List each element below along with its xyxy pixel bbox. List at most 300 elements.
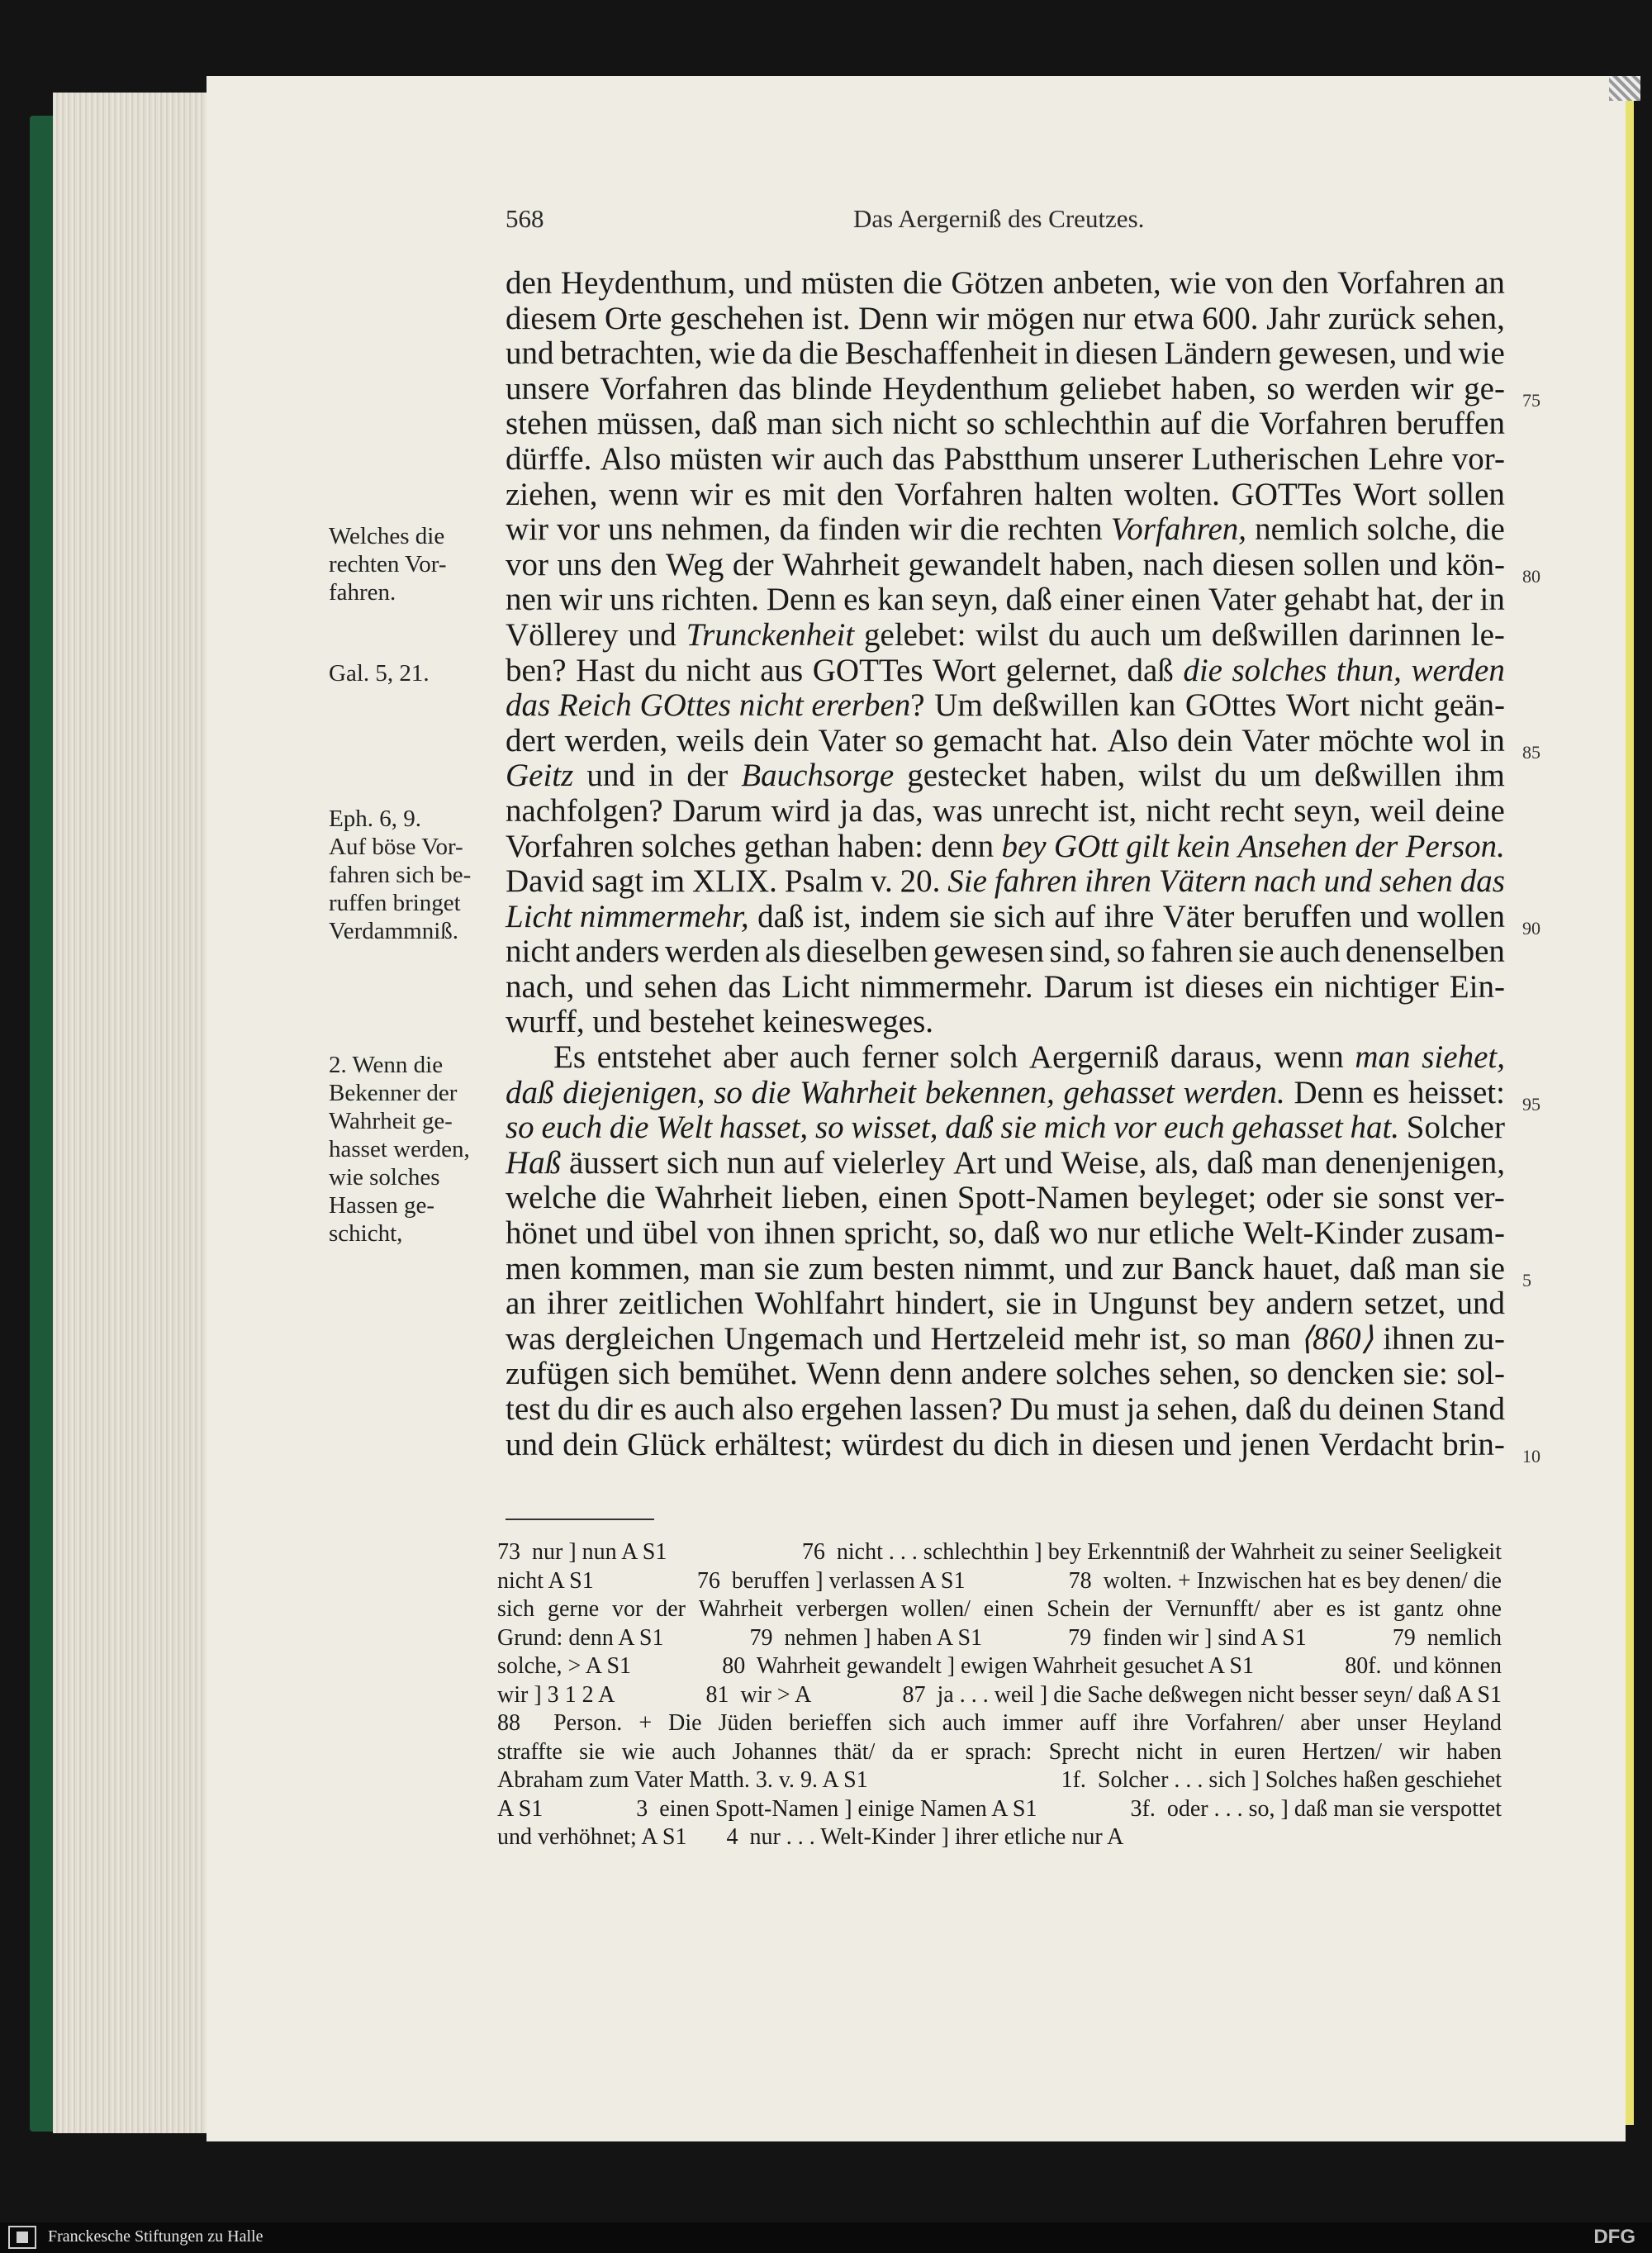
word: sie xyxy=(949,898,985,934)
word: diesen xyxy=(1212,546,1295,582)
word: gelernet, xyxy=(1005,652,1118,688)
word: Pabstthum xyxy=(943,440,1080,477)
word: Trunckenheit xyxy=(686,616,855,653)
word: es xyxy=(1372,1074,1400,1110)
word: sehen, xyxy=(1156,1391,1238,1427)
footnote-word: Sprecht xyxy=(1048,1738,1120,1765)
word: diesem xyxy=(506,300,597,336)
word: die xyxy=(799,335,838,372)
word: einen xyxy=(1131,582,1201,618)
word: den xyxy=(610,546,657,582)
footnote-line xyxy=(497,1738,1502,1767)
word: nimmermehr. xyxy=(860,968,1033,1005)
word: Psalm xyxy=(784,863,864,900)
word: GOtt xyxy=(1053,828,1118,864)
word: Haß xyxy=(506,1144,562,1181)
word: die xyxy=(751,1074,791,1110)
footnote-word: 88 xyxy=(497,1710,520,1736)
word: Ansehen xyxy=(1237,828,1347,864)
word: haben, xyxy=(1040,758,1126,794)
word: geliebet xyxy=(1059,370,1161,406)
word: dürffe. xyxy=(506,440,592,477)
text-line xyxy=(506,1428,1505,1463)
word: daß xyxy=(757,898,805,934)
word: wir xyxy=(936,300,980,336)
footnote-word: thät/ xyxy=(833,1738,876,1765)
word: diejenigen, xyxy=(563,1074,705,1110)
word: vielerley xyxy=(832,1144,946,1181)
word: hat. xyxy=(1350,1110,1400,1146)
word: Lehre xyxy=(1368,440,1444,477)
word: wilst xyxy=(976,616,1039,653)
word: Welt xyxy=(656,1110,713,1146)
word: nach xyxy=(1142,546,1204,582)
word: ihnen xyxy=(763,1215,836,1252)
word: nicht xyxy=(892,406,957,442)
word: ben? xyxy=(506,652,567,688)
word: sich xyxy=(618,1356,671,1392)
word: ist, xyxy=(813,898,852,934)
word: kein xyxy=(1176,828,1231,864)
word: daß xyxy=(994,1215,1041,1252)
word: ergehen xyxy=(800,1391,903,1427)
word: unserer xyxy=(1088,440,1184,477)
word: diesen xyxy=(1075,335,1158,372)
word: Wahrheit xyxy=(800,1074,916,1110)
word: zurück xyxy=(1327,300,1416,336)
word: daß xyxy=(1245,1391,1292,1427)
word: solche, xyxy=(1366,511,1458,548)
footnote-word: einen xyxy=(983,1596,1034,1622)
word: Ein- xyxy=(1449,968,1505,1005)
word: und xyxy=(585,968,634,1005)
word: sie xyxy=(1005,1286,1042,1322)
word: im xyxy=(650,863,686,900)
word: Banck xyxy=(1171,1250,1255,1286)
word: hat. xyxy=(1051,722,1099,758)
footnote-entry: 76 beruffen ] verlassen A S1 xyxy=(696,1567,966,1594)
text-line xyxy=(506,512,1505,548)
word: sich xyxy=(993,898,1046,934)
footnote-word: Vernunfft/ xyxy=(1165,1596,1260,1622)
word: daß xyxy=(1349,1250,1397,1286)
word: etliche xyxy=(1148,1215,1235,1252)
word: Vater xyxy=(1208,582,1277,618)
word: Um xyxy=(934,687,983,724)
word: Völlerey xyxy=(506,616,619,653)
word: den xyxy=(506,265,553,301)
word: dein xyxy=(753,722,809,758)
word: vor xyxy=(1113,1110,1157,1146)
word: und xyxy=(1323,863,1373,900)
word: anders xyxy=(575,934,660,970)
word: le- xyxy=(1470,616,1505,653)
word: Wort xyxy=(1286,687,1351,724)
running-title: Das Aergerniß des Creutzes. xyxy=(853,204,1145,233)
footnote-word: haben xyxy=(1446,1738,1502,1765)
text-line xyxy=(506,758,1505,794)
word: müsten xyxy=(669,440,763,477)
footnote-entry: 81 wir > A xyxy=(705,1681,812,1708)
word: werden, xyxy=(564,722,668,758)
word: wurff, und bestehet keinesweges. xyxy=(506,1004,934,1040)
word: XLIX. xyxy=(691,863,777,900)
word: dich xyxy=(993,1426,1050,1462)
word: und xyxy=(1389,546,1438,582)
institution-logo-icon xyxy=(8,2226,36,2249)
word: nach, xyxy=(506,968,575,1005)
word: als, xyxy=(1155,1144,1199,1181)
word: schlechthin xyxy=(1004,406,1151,442)
word: GOttes xyxy=(1184,687,1277,724)
word: hindert, xyxy=(895,1286,995,1322)
word: dir xyxy=(596,1391,633,1427)
word: wollen xyxy=(1417,898,1505,934)
word: beruffen xyxy=(1396,406,1505,442)
word: zu- xyxy=(1464,1320,1505,1357)
text-line xyxy=(506,1252,1505,1287)
word: Vorfahren xyxy=(600,370,729,406)
word: stehen xyxy=(506,406,588,442)
word: 600. xyxy=(1202,300,1259,336)
word: solches xyxy=(1056,1356,1151,1392)
word: in xyxy=(648,758,674,794)
word: unrecht xyxy=(992,792,1089,829)
word: Welt-Kinder xyxy=(1242,1215,1403,1252)
text-line xyxy=(506,688,1505,724)
word: nen xyxy=(506,582,553,618)
word: dein xyxy=(563,1426,619,1462)
word: zeitlichen xyxy=(618,1286,744,1322)
word: hönet xyxy=(506,1215,577,1252)
word: einer xyxy=(1059,582,1124,618)
word: die xyxy=(1210,406,1250,442)
word: wie xyxy=(1458,335,1505,372)
word: kan xyxy=(877,582,924,618)
word: auch xyxy=(789,1039,851,1076)
footnote-entry: Grund: denn A S1 xyxy=(497,1624,664,1651)
page-edges xyxy=(53,93,218,2133)
footnote-word: euren xyxy=(1234,1738,1286,1765)
word: lieben, xyxy=(781,1180,869,1216)
text-line xyxy=(506,724,1505,759)
word: also xyxy=(742,1391,795,1427)
word: wilst xyxy=(1138,758,1202,794)
word: was xyxy=(506,1320,556,1357)
footnotes xyxy=(497,1538,1502,1852)
footnote-word: Die xyxy=(668,1710,702,1736)
word: wolten. xyxy=(1123,476,1220,512)
word: richten. xyxy=(661,582,759,618)
word: nicht xyxy=(1146,792,1211,829)
word: wol xyxy=(1422,722,1471,758)
word: besten xyxy=(872,1250,956,1286)
footnote-entry: 80f. und können xyxy=(1345,1653,1502,1679)
word: halten xyxy=(1033,476,1113,512)
word: und xyxy=(743,265,793,301)
word: und xyxy=(872,1320,922,1357)
word: v. xyxy=(871,863,893,900)
word: entstehet xyxy=(596,1039,712,1076)
word: mehr xyxy=(1074,1320,1141,1357)
word: die xyxy=(1465,511,1505,548)
word: unsere xyxy=(506,370,590,406)
word: sie xyxy=(763,1250,800,1286)
word: in xyxy=(1057,1426,1084,1462)
word: du xyxy=(1298,1391,1332,1427)
word: Du xyxy=(1009,1391,1050,1427)
word: 20. xyxy=(900,863,941,900)
word: spricht, xyxy=(843,1215,940,1252)
footnote-word: auff xyxy=(1079,1710,1117,1736)
text-line xyxy=(506,794,1505,829)
word: setzet, xyxy=(1364,1286,1446,1322)
footnote-word: wir xyxy=(1398,1738,1430,1765)
footnote-word: verbergen xyxy=(795,1596,889,1622)
word: Denn xyxy=(766,582,837,618)
word: zum xyxy=(808,1250,864,1286)
line-number: 85 xyxy=(1522,742,1540,763)
word: nehmen, xyxy=(661,511,771,548)
word: gewesen, xyxy=(1278,335,1398,372)
word: sehen, xyxy=(1159,1356,1241,1392)
line-number: 10 xyxy=(1522,1446,1540,1466)
word: in xyxy=(1479,722,1505,758)
word: seyn, xyxy=(1294,792,1361,829)
word: Denn xyxy=(858,300,928,336)
text-line xyxy=(506,1110,1505,1146)
footnote-entry: Abraham zum Vater Matth. 3. v. 9. A S1 xyxy=(497,1767,868,1793)
footnote-word: immer xyxy=(1002,1710,1063,1736)
word: Sie xyxy=(947,863,987,900)
word: werden. xyxy=(1183,1074,1285,1110)
word: Art xyxy=(953,1144,997,1181)
word: wir xyxy=(506,511,548,548)
word: sie xyxy=(1332,1180,1369,1216)
footnote-word: es xyxy=(1326,1596,1346,1622)
footnote-word: Johannes xyxy=(732,1738,818,1765)
word: erhältest; xyxy=(714,1426,833,1462)
word: thun, xyxy=(1336,652,1402,688)
word: als xyxy=(765,934,801,970)
word: Wohlfahrt xyxy=(754,1286,885,1322)
word: und xyxy=(586,758,635,794)
word: kan xyxy=(1128,687,1176,724)
word: ja xyxy=(839,792,863,829)
word: und xyxy=(506,1426,554,1462)
word: daraus, xyxy=(1170,1039,1263,1076)
footnote-entry: 3f. oder . . . so, ] daß man sie verspottet xyxy=(1130,1795,1502,1822)
word: ihren xyxy=(1085,863,1151,900)
word: gestecket xyxy=(907,758,1028,794)
word: Person. xyxy=(1405,828,1505,864)
word: Orte xyxy=(605,300,662,336)
word: Denn xyxy=(1294,1074,1364,1110)
word: sonst xyxy=(1378,1180,1445,1216)
word: nach xyxy=(1253,863,1317,900)
word: betrachten, xyxy=(560,335,703,372)
word: man xyxy=(1261,1144,1317,1181)
word: auch xyxy=(1089,616,1151,653)
word: geän- xyxy=(1433,687,1505,724)
footnote-word: Wahrheit xyxy=(698,1596,783,1622)
word: sagt xyxy=(591,863,644,900)
text-line xyxy=(506,1076,1505,1111)
word: zusam- xyxy=(1412,1215,1505,1252)
word: Also xyxy=(600,440,662,477)
word: sie xyxy=(1000,1110,1037,1146)
word: kön- xyxy=(1446,546,1505,582)
footnote-word: unser xyxy=(1356,1710,1407,1736)
word: ein xyxy=(1274,968,1314,1005)
margin-note: Eph. 6, 9. Auf böse Vor- fahren sich be- ruffen bringet Verdammniß. xyxy=(329,806,472,944)
word: Ungemach xyxy=(724,1320,864,1357)
word: auch xyxy=(1279,934,1341,970)
footnote-word: wollen/ xyxy=(900,1596,971,1622)
word: auf xyxy=(1160,406,1202,442)
word: deßwillen xyxy=(1211,616,1339,653)
text-line xyxy=(506,864,1505,900)
word: gewandelt xyxy=(908,546,1041,582)
word: so xyxy=(1249,1356,1279,1392)
word: solches xyxy=(1232,652,1327,688)
text-line xyxy=(506,1181,1505,1216)
word: wir xyxy=(690,476,733,512)
word: vor- xyxy=(1451,440,1505,477)
word: Spott-Namen xyxy=(957,1180,1129,1216)
word: auf xyxy=(783,1144,824,1181)
word: und xyxy=(1064,1250,1113,1286)
word: da xyxy=(762,335,793,372)
word: wie xyxy=(709,335,756,372)
word: nemlich xyxy=(1255,511,1359,548)
word: die xyxy=(609,1110,649,1146)
margin-note: Welches die rechten Vor- fahren. xyxy=(329,523,447,606)
word: Ländern xyxy=(1164,335,1272,372)
word: deine xyxy=(1435,792,1505,829)
footnote-line xyxy=(497,1823,1502,1852)
word: sich xyxy=(831,406,884,442)
word: brin- xyxy=(1442,1426,1505,1462)
footnote-entry: 80 Wahrheit gewandelt ] ewigen Wahrheit gesuchet A S1 xyxy=(722,1653,1254,1679)
word: ist. xyxy=(811,300,851,336)
word: aber xyxy=(723,1039,779,1076)
text-line xyxy=(506,829,1505,865)
word: sehen xyxy=(1379,863,1453,900)
word: was xyxy=(933,792,983,829)
footnote-word: da xyxy=(891,1738,914,1765)
word: so xyxy=(1197,1320,1227,1357)
word: seyn, xyxy=(931,582,999,618)
word: hauet, xyxy=(1262,1250,1341,1286)
word: man xyxy=(699,1250,755,1286)
word: das Reich GOttes nicht ererben? xyxy=(506,687,925,724)
word: Es xyxy=(553,1039,586,1076)
footnote-line xyxy=(497,1766,1502,1795)
word: wisset, xyxy=(851,1110,938,1146)
footnote-line xyxy=(497,1709,1502,1738)
word: Weise, xyxy=(1061,1144,1147,1181)
footnote-word: auch xyxy=(672,1738,716,1765)
word: ver- xyxy=(1453,1180,1505,1216)
word: deßwillen xyxy=(992,687,1120,724)
word: Solcher xyxy=(1406,1110,1505,1146)
footnote-word: sprach: xyxy=(965,1738,1032,1765)
word: Wort xyxy=(1353,476,1417,512)
word: haben, xyxy=(1049,546,1135,582)
main-text xyxy=(506,266,1505,1462)
word: dencken xyxy=(1287,1356,1394,1392)
word: Also xyxy=(1107,722,1169,758)
word: auch xyxy=(823,440,884,477)
footnote-word: straffte xyxy=(497,1738,563,1765)
word: ihm xyxy=(1455,758,1505,794)
word: wir xyxy=(559,582,603,618)
word: gewesen xyxy=(933,934,1045,970)
footnote-word: sie xyxy=(579,1738,605,1765)
word: bekennen, xyxy=(924,1074,1055,1110)
word: dergleichen xyxy=(564,1320,715,1357)
footnote-word: in xyxy=(1199,1738,1218,1765)
footnote-word: berieffen xyxy=(788,1710,872,1736)
word: ihre xyxy=(1104,898,1155,934)
footnote-entry: nicht A S1 xyxy=(497,1567,594,1594)
word: hat, xyxy=(1376,582,1425,618)
word: sich xyxy=(667,1144,719,1181)
footnote-entry: 76 nicht . . . schlechthin ] bey Erkenntniß der Wahrheit zu seiner Seeligkeit xyxy=(801,1539,1502,1565)
footnote-word: vor xyxy=(612,1596,643,1622)
word: es xyxy=(843,582,871,618)
footnote-word: sich xyxy=(497,1596,535,1622)
footnote-line xyxy=(497,1795,1502,1824)
word: und xyxy=(1403,335,1452,372)
line-number: 95 xyxy=(1522,1094,1540,1115)
word: so xyxy=(966,406,995,442)
text-line xyxy=(506,266,1505,302)
word: andere xyxy=(961,1356,1047,1392)
color-calibration-mark xyxy=(1609,76,1640,101)
footnote-word: gerne xyxy=(547,1596,600,1622)
margin-note: Gal. 5, 21. xyxy=(329,660,430,687)
word: so xyxy=(506,1110,534,1146)
word: jenen xyxy=(1240,1426,1310,1462)
text-line xyxy=(506,1357,1505,1392)
footnote-entry: wir ] 3 1 2 A xyxy=(497,1681,615,1708)
word: äussert xyxy=(569,1144,659,1181)
text-line xyxy=(506,1040,1505,1076)
word: hasset, xyxy=(719,1110,809,1146)
footnote-word: der xyxy=(1123,1596,1153,1622)
word: beruffen xyxy=(1242,898,1352,934)
word: GOTTes xyxy=(812,652,923,688)
word: und xyxy=(506,335,554,372)
word: etwa xyxy=(1133,300,1194,336)
word: wenn xyxy=(1274,1039,1344,1076)
word: man xyxy=(767,406,823,442)
word: men xyxy=(506,1250,562,1286)
text-line xyxy=(506,1146,1505,1181)
footnote-word: Heyland xyxy=(1423,1710,1502,1736)
word: Stand xyxy=(1431,1391,1505,1427)
word: fahren xyxy=(994,863,1078,900)
line-number: 80 xyxy=(1522,566,1540,587)
footnote-word: Person. xyxy=(553,1710,623,1736)
footnote-word: Hertzen/ xyxy=(1302,1738,1383,1765)
footnote-line xyxy=(497,1652,1502,1681)
word: Vorfahren xyxy=(1259,406,1388,442)
word: ja xyxy=(1126,1391,1150,1427)
word: Beschaffenheit xyxy=(844,335,1037,372)
